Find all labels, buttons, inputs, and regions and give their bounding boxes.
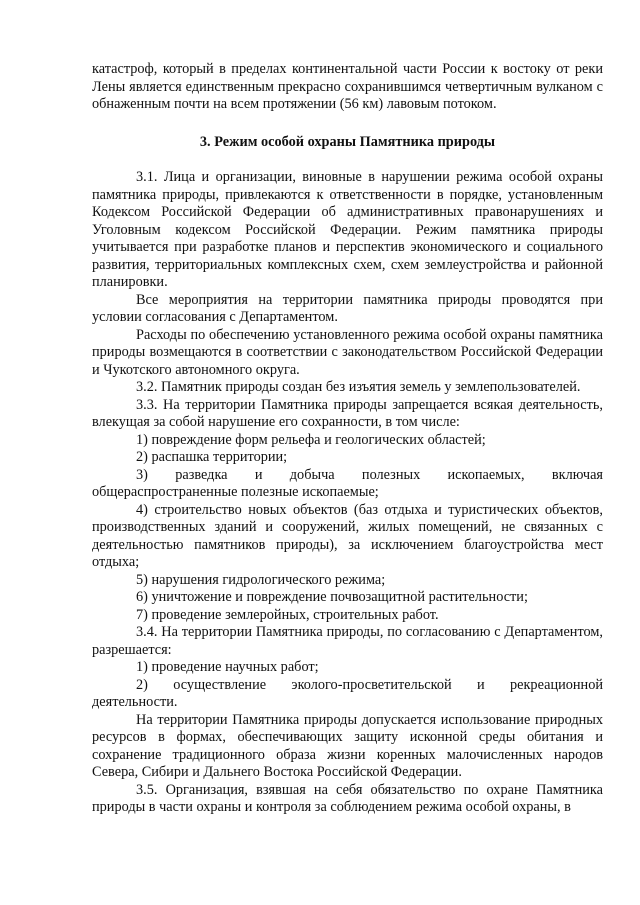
document-page xyxy=(92,61,603,817)
paragraph-3-3: 3.3. На территории Памятника природы запрещается всякая деятельность, влекущая за собой нарушение его сохранности, в том числе: xyxy=(92,396,603,430)
section-heading: 3. Режим особой охраны Памятника природы xyxy=(199,133,496,150)
paragraph-3-2: 3.2. Памятник природы создан без изъятия земель у землепользователей. xyxy=(136,379,581,395)
list-item: 5) нарушения гидрологического режима; xyxy=(136,571,386,588)
paragraph-natural-resources: На территории Памятника природы допускается использование природных ресурсов в формах, обеспечивающих защиту исконной среды обитания и сохранение традиционного образа жизни коренных малочисленных народов Севера, Сибири и Дальнего Востока Российской Федерации. xyxy=(92,711,603,780)
paragraph-intro-continuation: катастроф, который в пределах континентальной части России к востоку от реки Лены является единственным прекрасно сохранившимся четвертичным вулканом с обнаженным почти на всем протяжении (56 км) лавовым потоком. xyxy=(92,61,603,112)
paragraph-3-4: 3.4. На территории Памятника природы, по согласованию с Департаментом, разрешается: xyxy=(92,624,603,658)
paragraph-expenses: Расходы по обеспечению установленного режима особой охраны памятника природы возмещаются в соответствии с законодательством Российской Федерации и Чукотского автономного округа. xyxy=(92,326,603,378)
list-item: 6) уничтожение и повреждение почвозащитной растительности; xyxy=(136,589,528,605)
list-item: 1) повреждение форм рельефа и геологических областей; xyxy=(136,431,486,448)
list-item: 1) проведение научных работ; xyxy=(136,659,319,675)
list-item: 3) разведка и добыча полезных ископаемых, включая общераспространенные полезные ископаемые; xyxy=(92,466,603,500)
paragraph-3-5: 3.5. Организация, взявшая на себя обязательство по охране Памятника природы в части охраны и контроля за соблюдением режима особой охраны, в xyxy=(92,781,603,815)
list-item: 7) проведение землеройных, строительных работ. xyxy=(136,606,439,623)
list-item: 2) распашка территории; xyxy=(136,449,288,465)
paragraph-coordination: Все мероприятия на территории памятника природы проводятся при условии согласования с Департаментом. xyxy=(92,291,603,325)
list-item: 2) осуществление эколого-просветительской и рекреационной деятельности. xyxy=(92,676,603,710)
paragraph-3-1: 3.1. Лица и организации, виновные в нарушении режима особой охраны памятника природы, привлекаются к ответственности в порядке, установленным Кодексом Российской Федерации об административных правонарушениях и Уголовным кодексом Российской Федерации. Режим памятника природы учитывается при разработке планов и перспектив экономического и социального развития, территориальных комплексных схем, схем землеустройства и районной планировки. xyxy=(92,169,603,290)
list-item: 4) строительство новых объектов (баз отдыха и туристических объектов, производственных зданий и сооружений, жилых помещений, не связанных с деятельностью памятников природы), за исключением благоустройства мест отдыха; xyxy=(92,501,603,570)
